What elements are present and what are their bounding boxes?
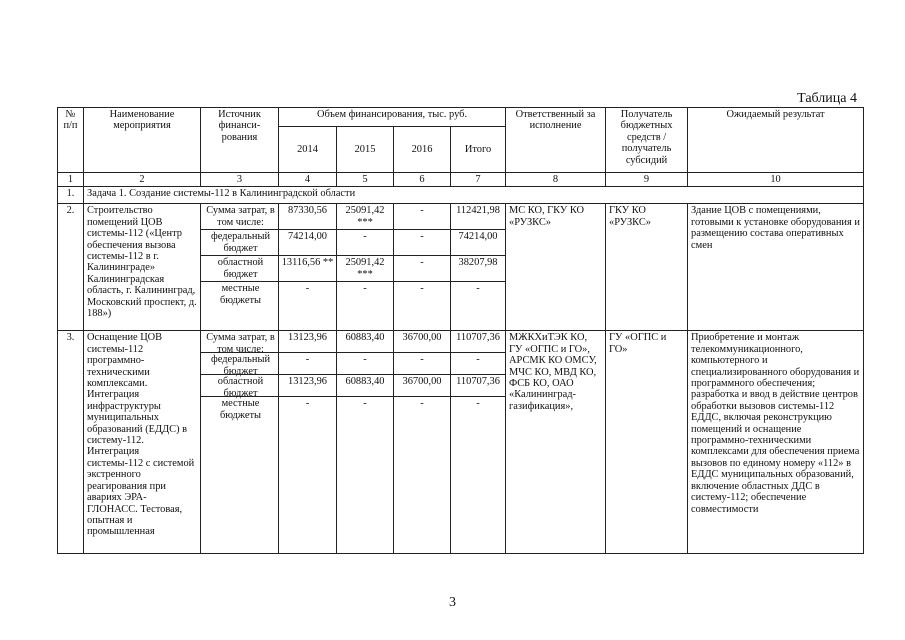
value: 13116,56 **: [279, 256, 336, 282]
value: -: [337, 353, 393, 375]
row-result: Приобретение и монтаж телекоммуникационного, компьютерного и специализированного оборудования и программного обеспечения; разработка и ввод в действие центров обработки вызовов системы-112 ЕДДС, включая реконструкцию помещений и оснащение программно-техническими комплексами для обеспечения приема вызовов по единому номеру «112» в ЕДДС муниципальных образований, включение областных ДДС в систему-112; обеспечение совместимости: [688, 331, 864, 554]
row-name: Строительство помещений ЦОВ системы-112 («Центр обеспечения вызова системы-112 в г. Калининграде» Калининградская область, г. Калининград, Московский проспект, д. 188»): [84, 204, 201, 331]
col-number: 4: [279, 173, 337, 187]
header-responsible: Ответственный за исполнение: [506, 108, 606, 173]
col-number: 10: [688, 173, 864, 187]
value: 112421,98: [451, 204, 505, 230]
col-number: 3: [201, 173, 279, 187]
row-responsible: МС КО, ГКУ КО «РУЗКС»: [506, 204, 606, 331]
table-caption: Таблица 4: [797, 91, 857, 106]
source-total: Сумма затрат, в том числе:: [201, 331, 278, 353]
value: 60883,40: [337, 331, 393, 353]
value: 36700,00: [394, 375, 450, 397]
col-number: 6: [394, 173, 451, 187]
value: -: [394, 256, 450, 282]
column-number-row: [58, 173, 864, 187]
source-total: Сумма затрат, в том числе:: [201, 204, 278, 230]
value: 74214,00: [451, 230, 505, 256]
source-regional: областной бюджет: [201, 256, 278, 282]
value: -: [279, 353, 336, 375]
value: 60883,40: [337, 375, 393, 397]
task-row: [58, 187, 864, 204]
value: 110707,36: [451, 331, 505, 353]
row-responsible: МЖКХиТЭК КО, ГУ «ОГПС и ГО», АРСМК КО ОМСУ, МЧС КО, МВД КО, ФСБ КО, ОАО «Калининград-газификация»,: [506, 331, 606, 554]
value: 38207,98: [451, 256, 505, 282]
source-local: местные бюджеты: [220, 283, 261, 306]
cell-2014: [279, 331, 337, 554]
value: -: [305, 283, 310, 295]
value: 36700,00: [394, 331, 450, 353]
source-regional: областной бюджет: [201, 375, 278, 397]
value: 25091,42 ***: [337, 256, 393, 282]
cell-total: [451, 331, 506, 554]
header-source: Источник финанси-рования: [201, 108, 279, 173]
header-no: № п/п: [58, 108, 84, 173]
header-2015: 2015: [337, 127, 394, 173]
row-result: Здание ЦОВ с помещениями, готовыми к установке оборудования и размещению состава оперативных смен: [688, 204, 864, 331]
cell-2016: [394, 204, 451, 331]
cell-2015: [337, 204, 394, 331]
row-name: Оснащение ЦОВ системы-112 программно-техническими комплексами. Интеграция инфраструктуры муниципальных образований (ЕДДС) в систему-112. Интеграция системы-112 с системой экстренного реагирования при авариях ЭРА-ГЛОНАСС. Тестовая, опытная и промышленная: [84, 331, 201, 554]
cell-total: [451, 204, 506, 331]
cell-2015: [337, 331, 394, 554]
value: -: [394, 230, 450, 256]
source-federal: федеральный бюджет: [201, 353, 278, 375]
value: 110707,36: [451, 375, 505, 397]
row-no: 3.: [58, 331, 84, 554]
value: 13123,96: [279, 375, 336, 397]
task-text: Задача 1. Создание системы-112 в Калининградской области: [84, 187, 864, 204]
value: -: [337, 230, 393, 256]
row-recipient: ГУ «ОГПС и ГО»: [606, 331, 688, 554]
source-federal: федеральный бюджет: [201, 230, 278, 256]
value: 25091,42 ***: [337, 204, 393, 230]
source-cell: [201, 204, 279, 331]
source-cell: [201, 331, 279, 554]
col-number: 1: [58, 173, 84, 187]
value: 13123,96: [279, 331, 336, 353]
cell-2014: [279, 204, 337, 331]
col-number: 5: [337, 173, 394, 187]
table-row: [58, 204, 864, 331]
col-number: 9: [606, 173, 688, 187]
value: -: [420, 283, 424, 295]
value: -: [305, 398, 310, 410]
value: -: [394, 353, 450, 375]
value: 74214,00: [279, 230, 336, 256]
header-2016: 2016: [394, 127, 451, 173]
header-volume: Объем финансирования, тыс. руб.: [279, 108, 506, 127]
value: -: [420, 398, 424, 410]
source-local: местные бюджеты: [220, 398, 261, 421]
value: -: [363, 283, 367, 295]
col-number: 2: [84, 173, 201, 187]
row-recipient: ГКУ КО «РУЗКС»: [606, 204, 688, 331]
header-total: Итого: [451, 127, 506, 173]
header-name: Наименование мероприятия: [84, 108, 201, 173]
cell-2016: [394, 331, 451, 554]
value: -: [476, 283, 480, 295]
col-number: 7: [451, 173, 506, 187]
value: -: [363, 398, 367, 410]
row-no: 2.: [58, 204, 84, 331]
header-result: Ожидаемый результат: [688, 108, 864, 173]
value: -: [451, 353, 505, 375]
page-number: 3: [449, 595, 456, 610]
task-no: 1.: [58, 187, 84, 204]
col-number: 8: [506, 173, 606, 187]
header-2014: 2014: [279, 127, 337, 173]
value: -: [394, 204, 450, 230]
financing-table: [57, 107, 864, 554]
value: -: [476, 398, 480, 410]
table-row: [58, 331, 864, 554]
header-recipient: Получатель бюджетных средств / получатель субсидий: [606, 108, 688, 173]
value: 87330,56: [279, 204, 336, 230]
